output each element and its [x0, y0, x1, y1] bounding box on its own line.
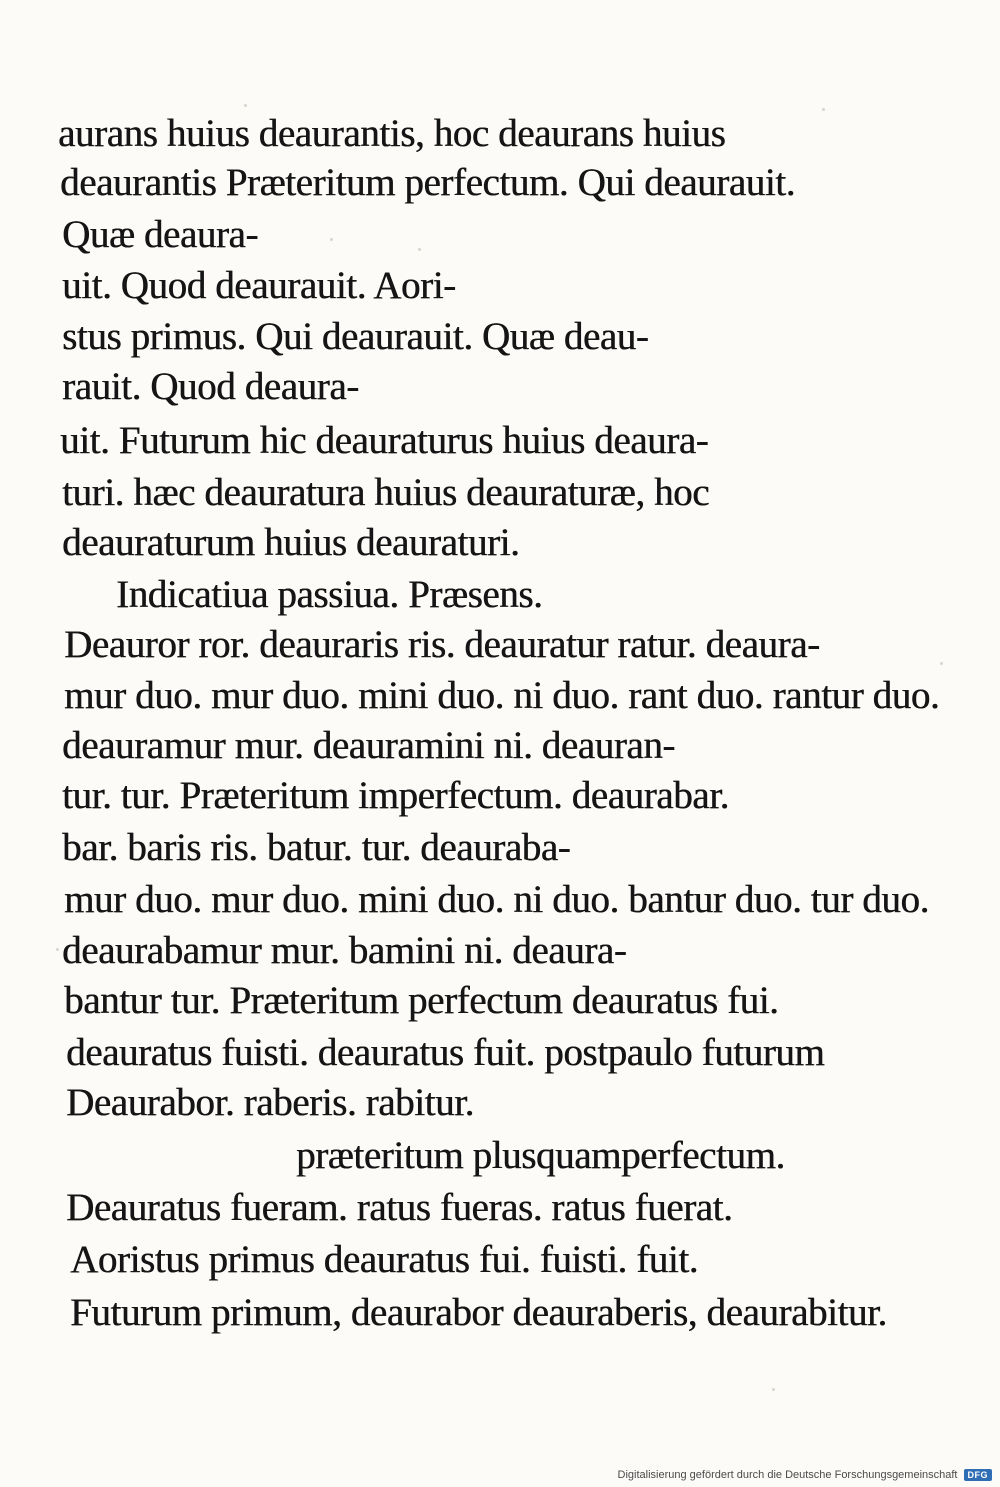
text-line: Quæ deaura-	[62, 213, 258, 256]
text-line: deauramur mur. deauramini ni. deauran-	[62, 724, 675, 767]
text-line: mur duo. mur duo. mini duo. ni duo. bantur duo. tur duo.	[64, 878, 929, 921]
text-line: turi. hæc deauratura huius deauraturæ, hoc	[62, 471, 710, 514]
text-line: aurans huius deaurantis, hoc deaurans huius	[58, 112, 726, 155]
text-line: uit. Futurum hic deauraturus huius deaura-	[60, 419, 709, 462]
text-line: præteritum plusquamperfectum.	[296, 1134, 785, 1177]
text-line: Futurum primum, deaurabor deauraberis, deaurabitur.	[70, 1291, 887, 1334]
text-line: deaurabamur mur. bamini ni. deaura-	[62, 929, 627, 972]
text-line: deaurantis Præteritum perfectum. Qui deaurauit.	[60, 161, 795, 204]
text-line: deauratus fuisti. deauratus fuit. postpaulo futurum	[66, 1031, 825, 1074]
digitization-credit	[618, 1469, 992, 1481]
text-line: bar. baris ris. batur. tur. deauraba-	[62, 826, 571, 869]
text-line: uit. Quod deaurauit. Aori-	[62, 264, 456, 307]
text-line: Deauratus fueram. ratus fueras. ratus fuerat.	[66, 1186, 733, 1229]
text-line: Indicatiua passiua. Præsens.	[116, 573, 543, 616]
text-line: bantur tur. Præteritum perfectum deauratus fui.	[64, 979, 779, 1022]
text-line: Deaurabor. raberis. rabitur.	[66, 1081, 474, 1124]
text-line: stus primus. Qui deaurauit. Quæ deau-	[62, 315, 649, 358]
dfg-logo-icon: DFG	[964, 1469, 993, 1481]
text-line: Aoristus primus deauratus fui. fuisti. fuit.	[70, 1238, 698, 1281]
text-line: deauraturum huius deauraturi.	[62, 521, 520, 564]
credit-text: Digitalisierung gefördert durch die Deutsche Forschungsgemeinschaft	[617, 1469, 958, 1481]
text-line: Deauror ror. deauraris ris. deauratur ratur. deaura-	[64, 623, 820, 666]
text-line: mur duo. mur duo. mini duo. ni duo. rant duo. rantur duo.	[64, 674, 940, 717]
text-line: tur. tur. Præteritum imperfectum. deaurabar.	[62, 774, 729, 817]
text-line: rauit. Quod deaura-	[62, 365, 359, 408]
